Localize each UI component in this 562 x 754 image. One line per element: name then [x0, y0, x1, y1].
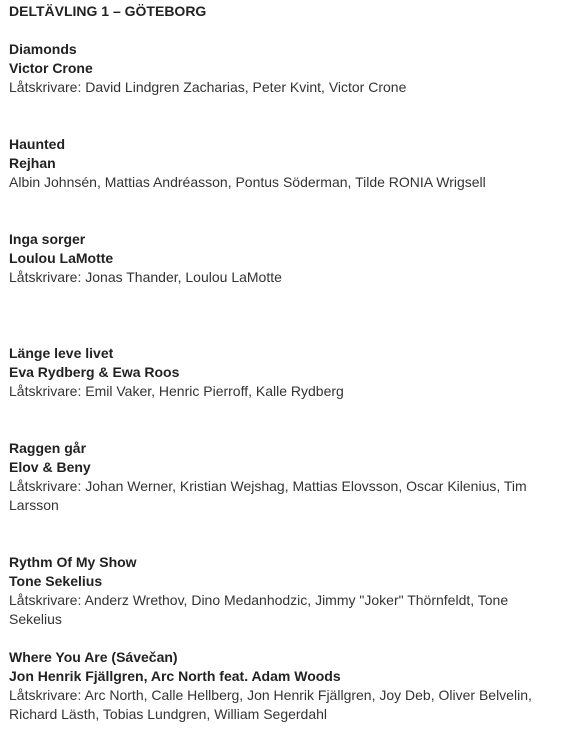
song-artist: Eva Rydberg & Ewa Roos: [9, 364, 180, 380]
song-title: Inga sorger: [9, 231, 86, 247]
song-artist: Victor Crone: [9, 60, 93, 76]
song-title: Rythm Of My Show: [9, 554, 137, 570]
song-entry: [9, 40, 544, 97]
song-writers: Låtskrivare: Emil Vaker, Henric Pierroff, Kalle Rydberg: [9, 383, 344, 399]
song-artist: Tone Sekelius: [9, 573, 103, 589]
song-entry: [9, 230, 544, 287]
song-title: Where You Are (Sávečan): [9, 649, 178, 665]
song-writers: Låtskrivare: Jonas Thander, Loulou LaMotte: [9, 269, 282, 285]
song-entry: [9, 648, 544, 724]
song-entry: [9, 439, 544, 515]
song-title: Haunted: [9, 136, 65, 152]
song-title: Raggen går: [9, 440, 87, 456]
song-artist: Elov & Beny: [9, 459, 91, 475]
song-artist: Jon Henrik Fjällgren, Arc North feat. Adam Woods: [9, 668, 341, 684]
song-artist: Loulou LaMotte: [9, 250, 114, 266]
song-writers: Låtskrivare: David Lindgren Zacharias, Peter Kvint, Victor Crone: [9, 79, 407, 95]
song-writers: Låtskrivare: Anderz Wrethov, Dino Medanhodzic, Jimmy "Joker" Thörnfeldt, Tone Sekelius: [9, 592, 509, 627]
song-title: Länge leve livet: [9, 345, 114, 361]
song-writers: Albin Johnsén, Mattias Andréasson, Pontus Söderman, Tilde RONIA Wrigsell: [9, 174, 486, 190]
song-entry: [9, 553, 544, 629]
song-entry: [9, 135, 544, 192]
song-artist: Rejhan: [9, 155, 56, 171]
song-entry: [9, 344, 544, 401]
song-writers: Låtskrivare: Arc North, Calle Hellberg, Jon Henrik Fjällgren, Joy Deb, Oliver Belvelin, Richard Lästh, Tobias Lundgren, William Segerdahl: [9, 687, 532, 722]
song-writers: Låtskrivare: Johan Werner, Kristian Wejshag, Mattias Elovsson, Oscar Kilenius, Tim Larsson: [9, 478, 527, 513]
page-heading: DELTÄVLING 1 – GÖTEBORG: [9, 3, 207, 19]
song-title: Diamonds: [9, 41, 77, 57]
